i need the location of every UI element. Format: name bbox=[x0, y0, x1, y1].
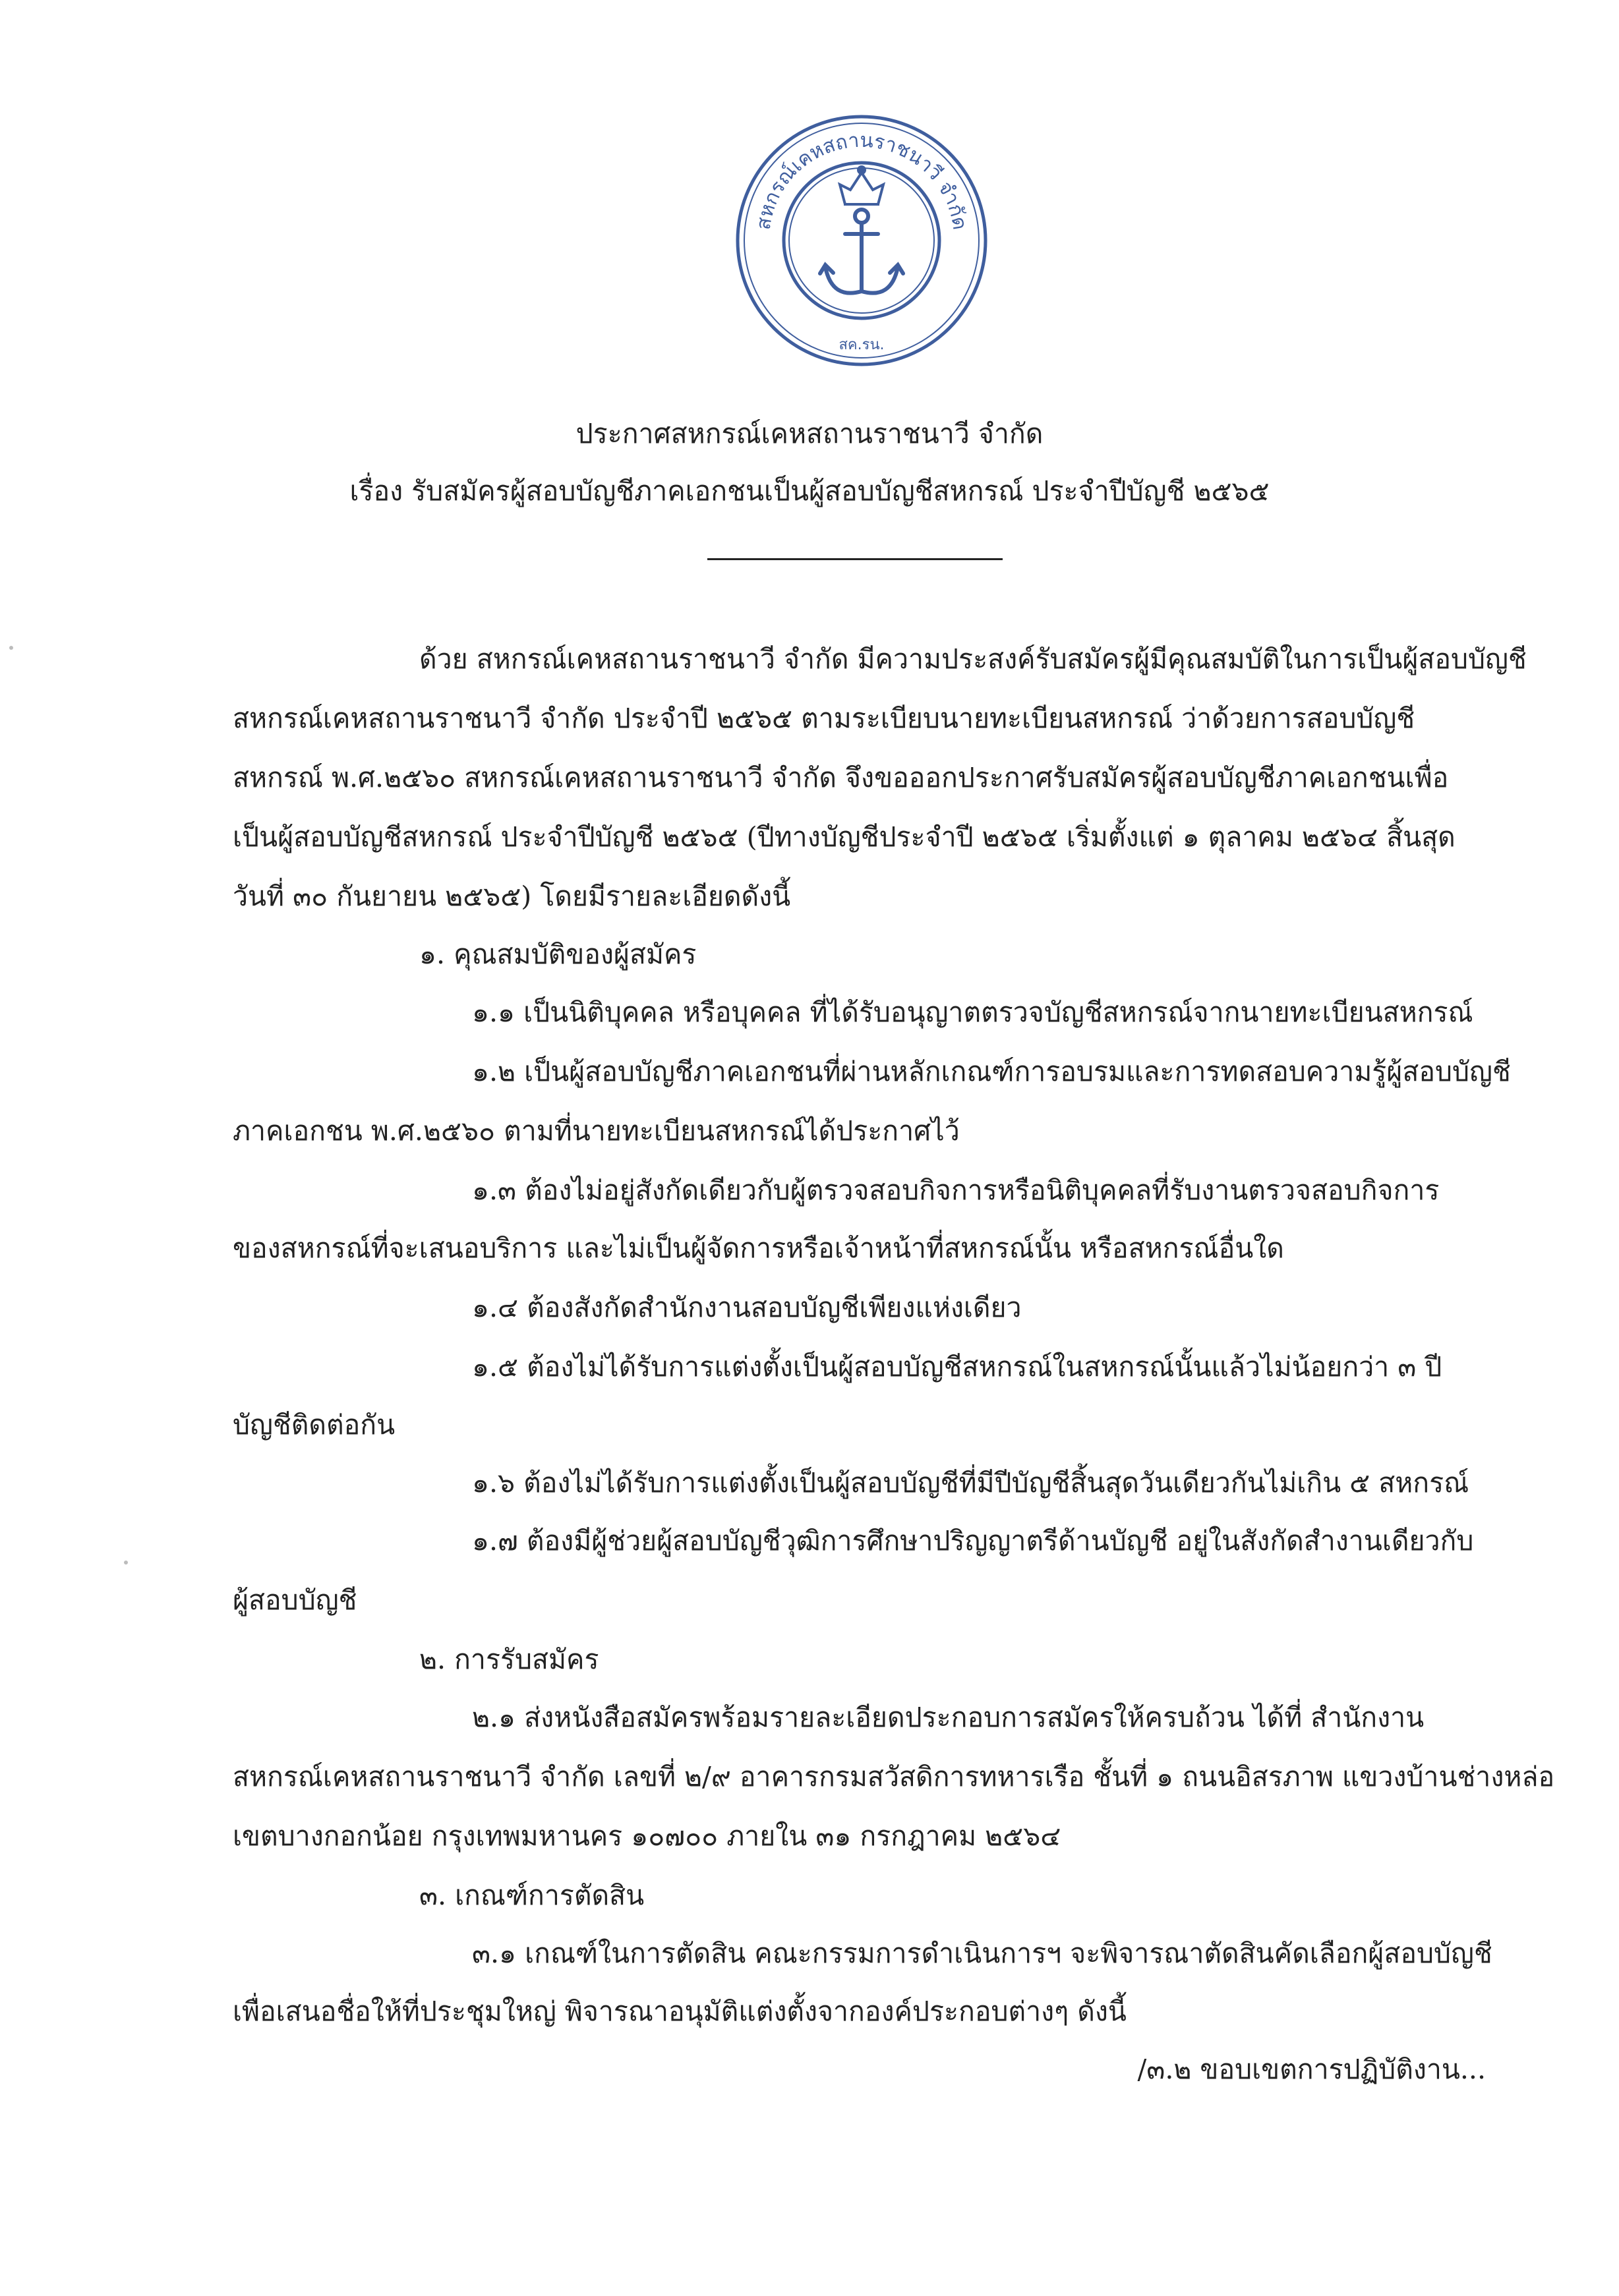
item-2-1: ๒.๑ ส่งหนังสือสมัครพร้อมรายละเอียดประกอบการสมัครให้ครบถ้วน ได้ที่ สำนักงาน bbox=[472, 1702, 1425, 1733]
announcement-title: ประกาศสหกรณ์เคหสถานราชนาวี จำกัด bbox=[575, 418, 1044, 449]
intro-line-5: วันที่ ๓๐ กันยายน ๒๕๖๕) โดยมีรายละเอียดดังนี้ bbox=[233, 880, 791, 912]
item-1-3: ๑.๓ ต้องไม่อยู่สังกัดเดียวกับผู้ตรวจสอบกิจการหรือนิติบุคคลที่รับงานตรวจสอบกิจการ bbox=[472, 1174, 1440, 1206]
scan-speck bbox=[124, 1561, 128, 1564]
continuation-note: /๓.๒ ขอบเขตการปฏิบัติงาน... bbox=[1137, 2053, 1486, 2085]
seal-top-text: สหกรณ์เคหสถานราชนาวี จำกัด bbox=[751, 129, 972, 232]
item-1-2: ๑.๒ เป็นผู้สอบบัญชีภาคเอกชนที่ผ่านหลักเกณฑ์การอบรมและการทดสอบความรู้ผู้สอบบัญชี bbox=[472, 1056, 1511, 1087]
item-1-4: ๑.๔ ต้องสังกัดสำนักงานสอบบัญชีเพียงแห่งเดียว bbox=[472, 1292, 1022, 1323]
item-1-3-cont: ของสหกรณ์ที่จะเสนอบริการ และไม่เป็นผู้จัดการหรือเจ้าหน้าที่สหกรณ์นั้น หรือสหกรณ์อื่นใด bbox=[233, 1232, 1284, 1264]
announcement-subject: เรื่อง รับสมัครผู้สอบบัญชีภาคเอกชนเป็นผู้สอบบัญชีสหกรณ์ ประจำปีบัญชี ๒๕๖๕ bbox=[349, 475, 1270, 507]
cooperative-seal-logo bbox=[733, 112, 990, 369]
intro-line-1: ด้วย สหกรณ์เคหสถานราชนาวี จำกัด มีความประสงค์รับสมัครผู้มีคุณสมบัติในการเป็นผู้สอบบัญชี bbox=[419, 643, 1527, 675]
anchor-icon bbox=[820, 210, 903, 293]
item-1-6: ๑.๖ ต้องไม่ได้รับการแต่งตั้งเป็นผู้สอบบัญชีที่มีปีบัญชีสิ้นสุดวันเดียวกันไม่เกิน ๕ สหกรณ์ bbox=[472, 1467, 1469, 1499]
intro-line-2: สหกรณ์เคหสถานราชนาวี จำกัด ประจำปี ๒๕๖๕ ตามระเบียบนายทะเบียนสหกรณ์ ว่าด้วยการสอบบัญชี bbox=[233, 703, 1415, 734]
item-1-2-cont: ภาคเอกชน พ.ศ.๒๕๖๐ ตามที่นายทะเบียนสหกรณ์ได้ประกาศไว้ bbox=[233, 1115, 960, 1147]
crown-icon bbox=[840, 167, 883, 204]
item-2-1-cont-2: เขตบางกอกน้อย กรุงเทพมหานคร ๑๐๗๐๐ ภายใน ๓๑ กรกฎาคม ๒๕๖๔ bbox=[233, 1820, 1061, 1852]
intro-line-4: เป็นผู้สอบบัญชีสหกรณ์ ประจำปีบัญชี ๒๕๖๕ (ปีทางบัญชีประจำปี ๒๕๖๕ เริ่มตั้งแต่ ๑ ตุลาคม ๒๕๖๔ สิ้นสุด bbox=[233, 821, 1456, 853]
item-1-5: ๑.๕ ต้องไม่ได้รับการแต่งตั้งเป็นผู้สอบบัญชีสหกรณ์ในสหกรณ์นั้นแล้วไม่น้อยกว่า ๓ ปี bbox=[472, 1351, 1442, 1383]
item-3-1: ๓.๑ เกณฑ์ในการตัดสิน คณะกรรมการดำเนินการฯ จะพิจารณาตัดสินคัดเลือกผู้สอบบัญชี bbox=[472, 1937, 1492, 1969]
item-1-5-cont: บัญชีติดต่อกัน bbox=[233, 1409, 396, 1441]
intro-line-3: สหกรณ์ พ.ศ.๒๕๖๐ สหกรณ์เคหสถานราชนาวี จำกัด จึงขอออกประกาศรับสมัครผู้สอบบัญชีภาคเอกชนเพื่อ bbox=[233, 762, 1449, 793]
section-3-heading: ๓. เกณฑ์การตัดสิน bbox=[419, 1880, 645, 1911]
item-3-1-cont: เพื่อเสนอชื่อให้ที่ประชุมใหญ่ พิจารณาอนุมัติแต่งตั้งจากองค์ประกอบต่างๆ ดังนี้ bbox=[233, 1995, 1127, 2027]
item-1-7: ๑.๗ ต้องมีผู้ช่วยผู้สอบบัญชีวุฒิการศึกษาปริญญาตรีด้านบัญชี อยู่ในสังกัดสำงานเดียวกับ bbox=[472, 1525, 1474, 1557]
title-divider bbox=[707, 558, 1003, 560]
item-1-1: ๑.๑ เป็นนิติบุคคล หรือบุคคล ที่ได้รับอนุญาตตรวจบัญชีสหกรณ์จากนายทะเบียนสหกรณ์ bbox=[472, 996, 1473, 1028]
scan-speck bbox=[9, 646, 13, 650]
seal-bottom-text: สค.รน. bbox=[839, 337, 885, 353]
item-1-7-cont: ผู้สอบบัญชี bbox=[233, 1584, 357, 1616]
section-1-heading: ๑. คุณสมบัติของผู้สมัคร bbox=[419, 938, 697, 970]
item-2-1-cont-1: สหกรณ์เคหสถานราชนาวี จำกัด เลขที่ ๒/๙ อาคารกรมสวัสดิการทหารเรือ ชั้นที่ ๑ ถนนอิสรภาพ แขวงบ้านช่างหล่อ bbox=[233, 1761, 1555, 1793]
section-2-heading: ๒. การรับสมัคร bbox=[419, 1644, 599, 1675]
